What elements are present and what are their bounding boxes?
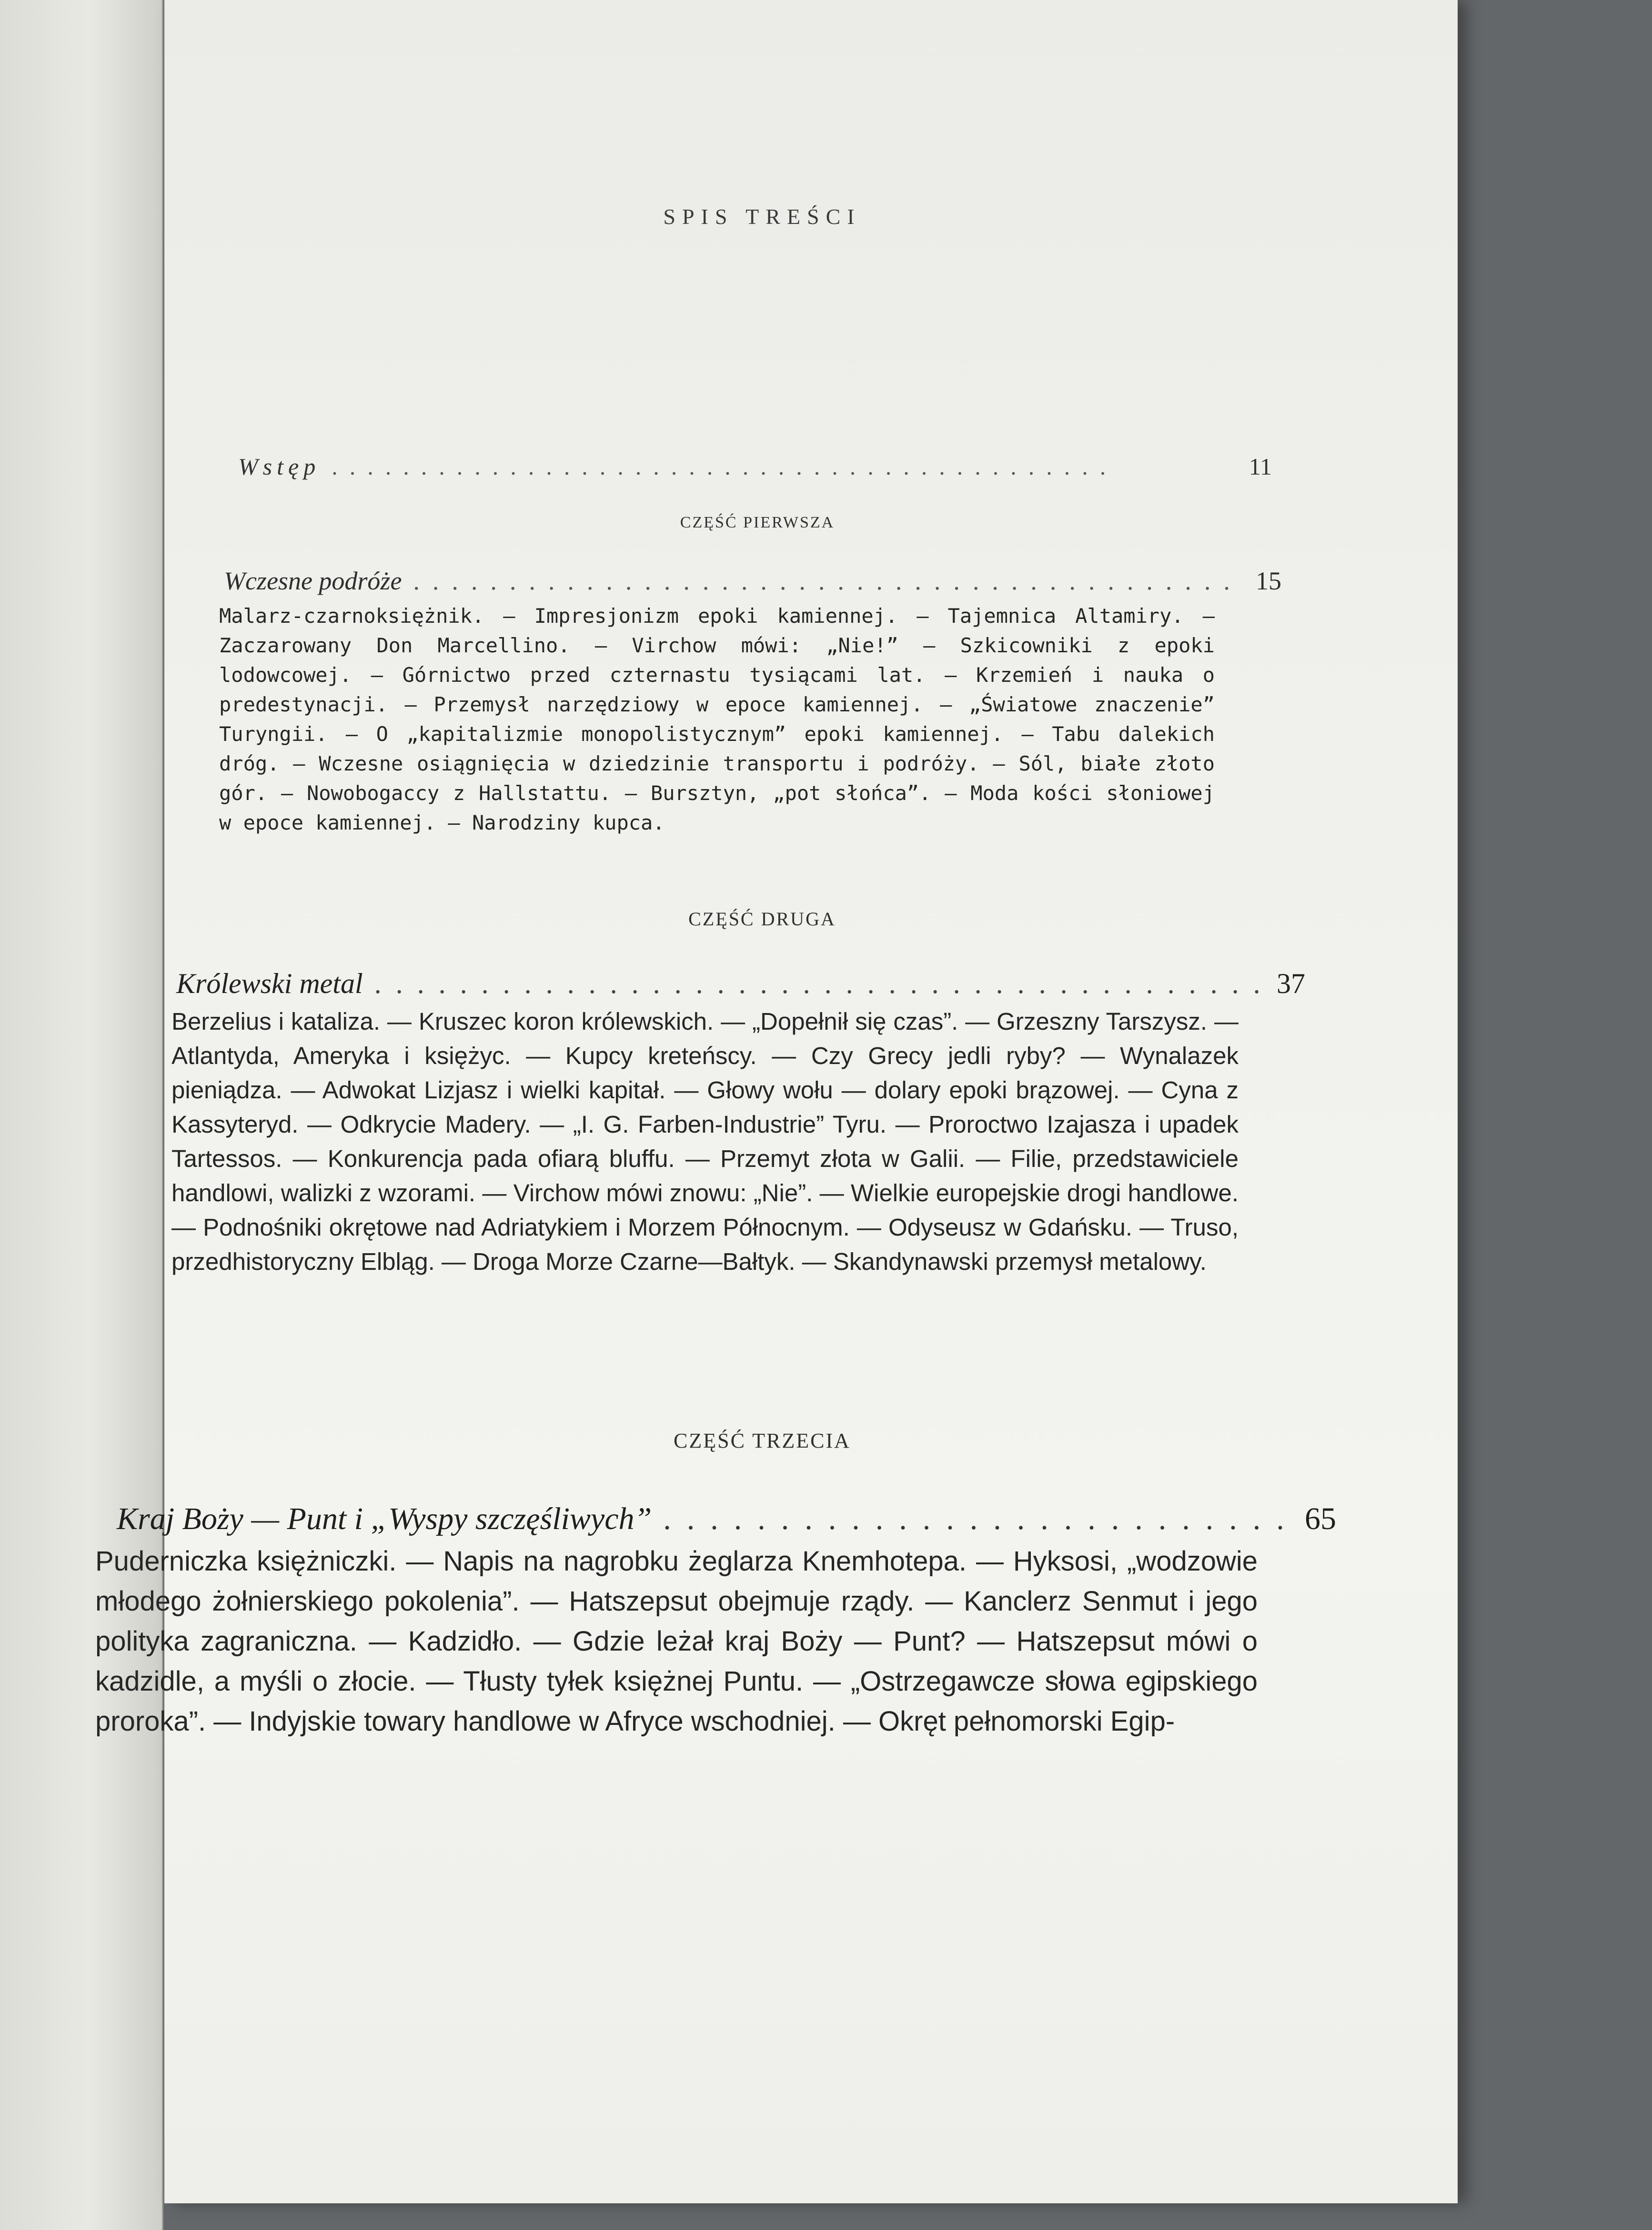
chapter-description: Berzelius i kataliza. — Kruszec koron królewskich. — „Dopełnił się czas”. — Grzeszny Tarszysz. — Atlantyda, Ameryka i księżyc. — Kupcy kreteńscy. — Czy Grecy jedli ryby? — Wynalazek pieniądza. — Adwokat Lizjasz i wielki kapitał. — Głowy wołu — dolary epoki brązowej. — Cyna z Kassyteryd. — Odkrycie Madery. — „I. G. Farben-Industrie” Tyru. — Proroctwo Izajasza i upadek Tartessos. — Konkurencja pada ofiarą bluffu. — Przemyt złota w Galii. — Filie, przedstawiciele handlowi, walizki z wzorami. — Virchow mówi znowu: „Nie”. — Wielkie europejskie drogi handlowe. — Podnośniki okrętowe nad Adriatykiem i Morzem Północnym. — Odyseusz w Gdańsku. — Truso, przedhistoryczny Elbląg. — Droga Morze Czarne—Bałtyk. — Skandynawski przemysł metalowy.	[171, 1008, 1239, 1275]
chapter-title: Wczesne podróże	[224, 567, 402, 595]
chapter-title: Kraj Boży — Punt i „Wyspy szczęśliwych”	[117, 1501, 652, 1536]
chapter-page-number: 37	[1277, 968, 1305, 999]
chapter-page-number: 65	[1305, 1501, 1336, 1536]
toc-entry-intro	[238, 453, 1272, 480]
toc-entry-chapter	[176, 967, 1305, 1000]
page-title: SPIS TREŚCI	[663, 204, 861, 229]
leader-dots	[413, 566, 1244, 596]
leader-dots	[374, 967, 1265, 1000]
chapter-title: Królewski metal	[176, 968, 363, 999]
part-heading: CZĘŚĆ DRUGA	[688, 908, 836, 930]
chapter-page-number: 15	[1256, 567, 1281, 595]
chapter-description: Puderniczka księżniczki. — Napis na nagrobku żeglarza Knemhotepa. — Hyksosi, „wodzowie młodego żołnierskiego pokolenia”. — Hatszepsut obejmuje rządy. — Kanclerz Senmut i jego polityka zagraniczna. — Kadzidło. — Gdzie leżał kraj Boży — Punt? — Hatszepsut mówi o kadzidle, a myśli o złocie. — Tłusty tyłek księżnej Puntu. — „Ostrzegawcze słowa egipskiego proroka”. — Indyjskie towary handlowe w Afryce wschodniej. — Okręt pełnomorski Egip-	[95, 1546, 1258, 1737]
chapter-description: Malarz-czarnoksiężnik. — Impresjonizm epoki kamiennej. — Tajemnica Altamiry. — Zaczarowany Don Marcellino. — Virchow mówi: „Nie!” — Szkicowniki z epoki lodowcowej. — Górnictwo przed czternastu tysiącami lat. — Krzemień i nauka o predestynacji. — Przemysł narzędziowy w epoce kamiennej. — „Światowe znaczenie” Turyngii. — O „kapitalizmie monopolistycznym” epoki kamiennej. — Tabu dalekich dróg. — Wczesne osiągnięcia w dziedzinie transportu i podróży. — Sól, białe złoto gór. — Nowobogaccy z Hallstattu. — Bursztyn, „pot słońca”. — Moda kości słoniowej w epoce kamiennej. — Narodziny kupca.	[219, 604, 1215, 834]
intro-label: Wstęp	[238, 453, 321, 480]
toc-entry-chapter	[117, 1501, 1336, 1537]
part-heading: CZĘŚĆ TRZECIA	[674, 1429, 851, 1452]
intro-page-number: 11	[1249, 453, 1272, 480]
leader-dots	[663, 1501, 1293, 1537]
leader-dots	[332, 453, 1238, 480]
toc-entry-chapter	[224, 566, 1281, 596]
part-heading: CZĘŚĆ PIERWSZA	[680, 514, 835, 531]
